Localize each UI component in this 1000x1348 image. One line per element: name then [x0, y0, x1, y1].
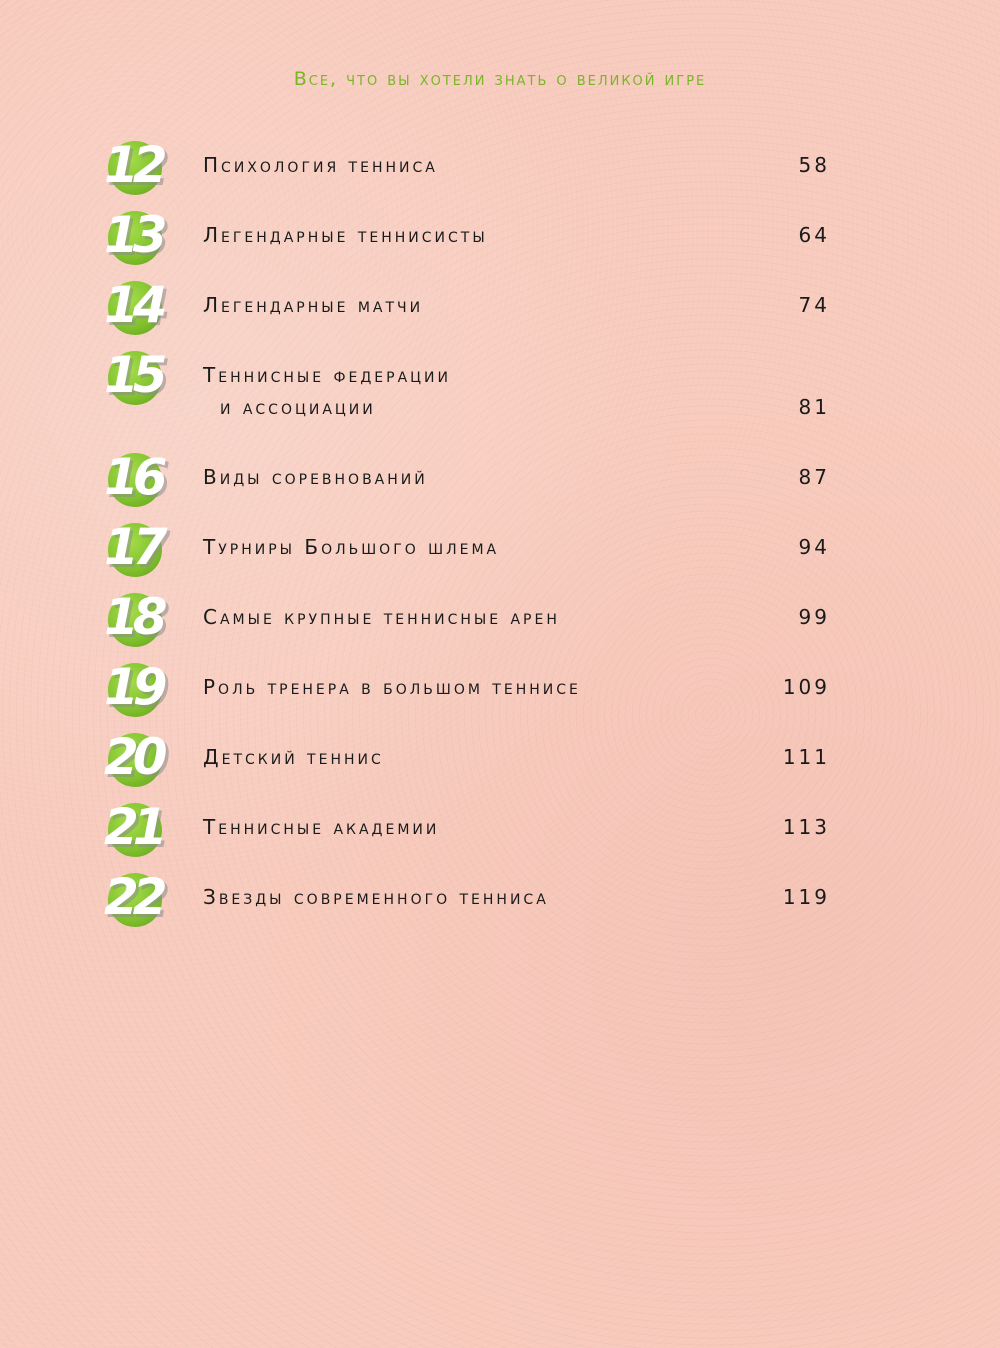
page-number: 109: [782, 675, 830, 699]
chapter-number-badge: [104, 518, 194, 579]
chapter-number: 21: [104, 798, 162, 856]
chapter-number-badge: [104, 728, 194, 789]
chapter-title: Турниры Большого шлема: [203, 535, 500, 559]
page-number: 87: [798, 465, 830, 489]
chapter-title: Теннисные федерации: [203, 363, 451, 387]
chapter-title: Психология тенниса: [203, 153, 438, 177]
chapter-title: Теннисные академии: [203, 815, 440, 839]
page-number: 74: [798, 293, 830, 317]
chapter-number-badge: [104, 346, 194, 407]
chapter-number: 14: [104, 276, 162, 334]
page-number: 94: [798, 535, 830, 559]
chapter-number: 13: [104, 206, 162, 264]
chapter-title-continued: и ассоциации: [220, 395, 376, 419]
chapter-number-badge: [104, 798, 194, 859]
chapter-title: Роль тренера в большом теннисе: [203, 675, 581, 699]
page-number: 58: [798, 153, 830, 177]
chapter-number-badge: [104, 588, 194, 649]
chapter-number-badge: [104, 276, 194, 337]
chapter-number-badge: [104, 868, 194, 929]
page-number: 113: [782, 815, 830, 839]
chapter-number: 19: [104, 658, 162, 716]
chapter-title: Звезды современного тенниса: [203, 885, 549, 909]
chapter-number: 20: [104, 728, 162, 786]
chapter-number: 22: [104, 868, 162, 926]
page-number: 111: [782, 745, 830, 769]
chapter-title: Легендарные теннисисты: [203, 223, 488, 247]
chapter-number: 18: [104, 588, 162, 646]
page-number: 81: [798, 395, 830, 419]
page-number: 64: [798, 223, 830, 247]
chapter-number-badge: [104, 136, 194, 197]
running-title: Все, что вы хотели знать о великой игре: [293, 68, 707, 90]
chapter-title: Детский теннис: [203, 745, 384, 769]
chapter-number-badge: [104, 658, 194, 719]
chapter-number: 17: [104, 518, 162, 576]
chapter-number: 16: [104, 448, 162, 506]
page-number: 119: [782, 885, 830, 909]
chapter-title: Виды соревнований: [203, 465, 428, 489]
chapter-number-badge: [104, 206, 194, 267]
page-number: 99: [798, 605, 830, 629]
chapter-number: 12: [104, 136, 162, 194]
chapter-number: 15: [104, 346, 162, 404]
chapter-number-badge: [104, 448, 194, 509]
chapter-title: Легендарные матчи: [203, 293, 424, 317]
chapter-title: Самые крупные теннисные арен: [203, 605, 560, 629]
